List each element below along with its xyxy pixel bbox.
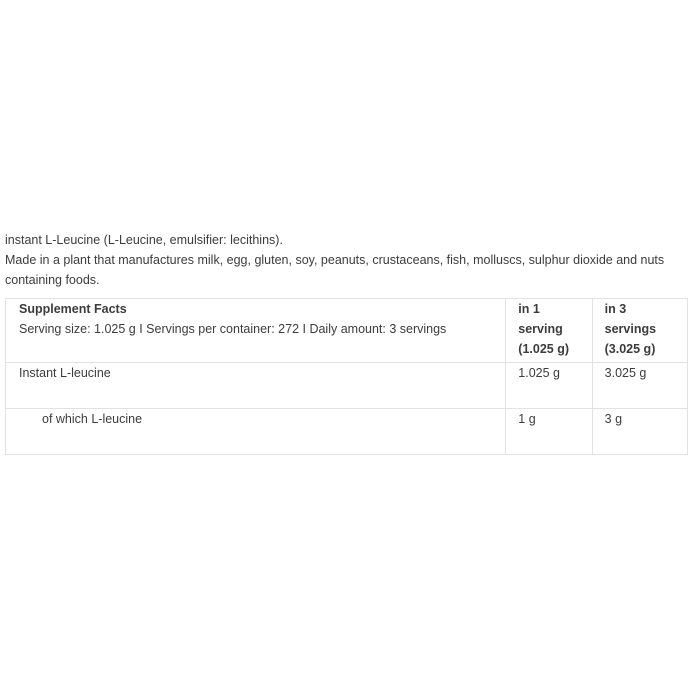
table-row [6,363,688,409]
table-title: Supplement Facts [19,302,127,316]
value-3-servings: 3.025 g [592,363,687,409]
table-row [6,409,688,455]
supplement-facts-table [5,298,688,455]
table-header-label-cell [6,299,506,363]
column-header-line: (3.025 g) [604,342,656,356]
serving-info: Serving size: 1.025 g I Servings per container: 272 I Daily amount: 3 servings [19,322,447,336]
column-header-line: (1.025 g) [518,342,569,356]
value-3-servings: 3 g [592,409,687,455]
nutrient-name-cell [6,409,506,455]
allergen-notice: Made in a plant that manufactures milk, egg, gluten, soy, peanuts, crustaceans, fish, molluscs, sulphur dioxide and nuts containing foods. [5,253,665,287]
column-header-line: in 3 servings [604,302,657,336]
column-header-1-serving [506,299,592,363]
value-1-serving: 1 g [506,409,592,455]
nutrient-name: Instant L-leucine [6,363,506,409]
column-header-line: in 1 serving [518,302,563,336]
product-description [5,230,688,455]
table-header-row [6,299,688,363]
value-1-serving: 1.025 g [506,363,592,409]
ingredients-text [5,230,688,290]
ingredients-line: instant L-Leucine (L-Leucine, emulsifier: lecithins). [5,233,283,247]
nutrient-name: of which L-leucine [42,412,143,426]
column-header-3-servings [592,299,687,363]
